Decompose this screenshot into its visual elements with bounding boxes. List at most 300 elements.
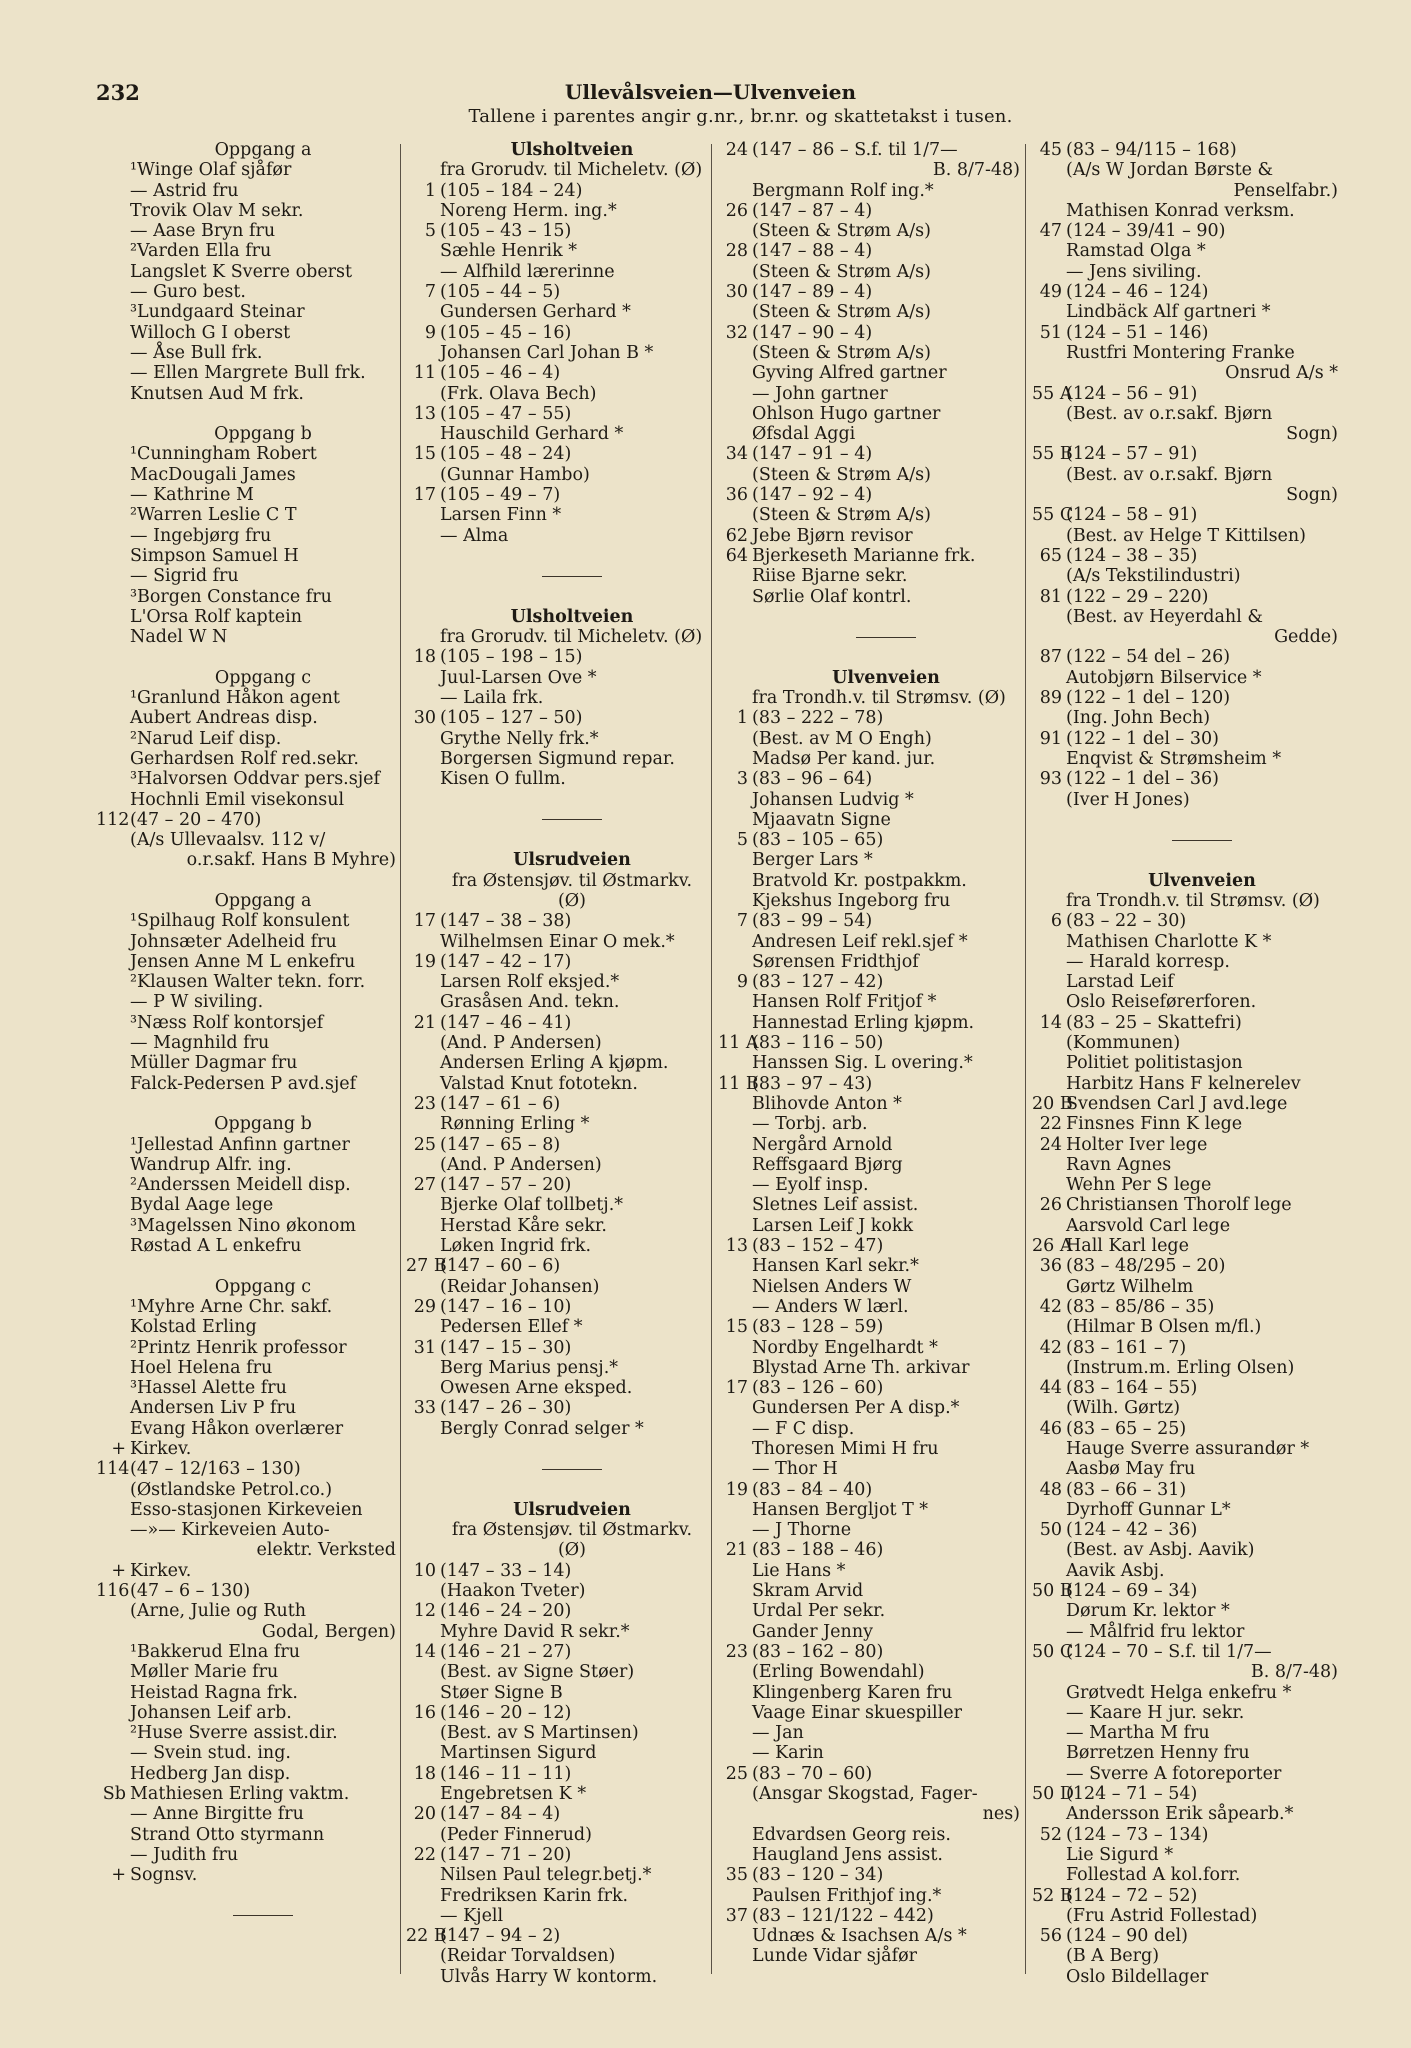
entry-text: — John gartner (752, 383, 888, 404)
directory-entry (96, 1419, 396, 1439)
house-number (718, 465, 752, 485)
directory-entry (96, 343, 396, 363)
entry-text: (105 – 46 – 4) (440, 363, 561, 384)
entry-text: Evang Håkon overlærer (130, 1418, 344, 1439)
entry-text: — Astrid fru (130, 180, 239, 201)
house-number (96, 424, 130, 444)
entry-continuation (96, 1540, 396, 1560)
house-number (1032, 932, 1066, 952)
house-number (718, 1946, 752, 1966)
house-number (96, 1520, 130, 1540)
house-number (96, 1622, 130, 1642)
entry-text: Pedersen Ellef * (440, 1317, 583, 1338)
directory-entry (1032, 1459, 1338, 1479)
house-number (406, 302, 440, 322)
house-number (406, 505, 440, 525)
directory-entry (1032, 1886, 1338, 1906)
house-number: 56 (1039, 1926, 1062, 1947)
directory-entry (1032, 1500, 1338, 1520)
entry-text: Grøtvedt Helga enkefru * (1066, 1682, 1292, 1703)
house-number (96, 282, 130, 302)
house-number (96, 1642, 130, 1662)
entry-text: — Åse Bull frk. (130, 342, 263, 363)
entry-subheading (96, 891, 396, 911)
column-divider (400, 144, 401, 1974)
entry-text: Johansen Ludvig * (752, 789, 914, 810)
house-number (1032, 891, 1066, 911)
directory-entry (718, 444, 1020, 464)
directory-entry (718, 485, 1020, 505)
directory-entry (406, 1378, 704, 1398)
house-number (406, 850, 440, 870)
house-number (1032, 1865, 1066, 1885)
house-number (96, 992, 130, 1012)
directory-entry (1032, 749, 1338, 769)
directory-entry (1032, 1175, 1338, 1195)
entry-text: (83 – 99 – 54) (752, 911, 873, 932)
entry-text: (Ø) (557, 1540, 586, 1561)
entry-text: (124 – 69 – 34) (1066, 1581, 1198, 1602)
directory-entry (718, 1500, 1020, 1520)
directory-entry (1032, 1378, 1338, 1398)
directory-entry (406, 424, 704, 444)
entry-text: Reffsgaard Bjørg (752, 1154, 903, 1175)
directory-entry (1032, 1135, 1338, 1155)
house-number: 5 (736, 830, 748, 851)
entry-text: (83 – 65 – 25) (1066, 1418, 1187, 1439)
house-number (718, 891, 752, 911)
directory-entry (1032, 404, 1338, 424)
directory-entry (406, 343, 704, 363)
directory-entry (718, 384, 1020, 404)
entry-text: Oppgang b (214, 424, 312, 445)
directory-entry (96, 627, 396, 647)
directory-entry (96, 221, 396, 241)
house-number: 26 (725, 200, 748, 221)
page-subtitle: Tallene i parentes angir g.nr., br.nr. og skattetakst i tusen. (468, 106, 1013, 127)
directory-entry (96, 546, 396, 566)
entry-text: — Kjell (440, 1905, 504, 1926)
directory-entry (406, 749, 704, 769)
entry-text: (147 – 65 – 8) (440, 1134, 561, 1155)
house-number (718, 1419, 752, 1439)
entry-text: (47 – 20 – 470) (130, 809, 262, 830)
house-number (1032, 1662, 1066, 1682)
entry-text: ¹Cunningham Robert (130, 444, 317, 465)
house-number (406, 627, 440, 647)
entry-text: Sogn) (1286, 485, 1338, 506)
house-number (718, 1439, 752, 1459)
entry-text: (83 – 152 – 47) (752, 1236, 884, 1257)
house-number (718, 1926, 752, 1946)
entry-text: Aubert Andreas disp. (130, 708, 318, 729)
directory-entry (406, 1926, 704, 1946)
house-number (96, 465, 130, 485)
entry-text: (Ing. John Bech) (1066, 708, 1211, 729)
entry-text: (147 – 61 – 6) (440, 1093, 561, 1114)
entry-text: (83 – 105 – 65) (752, 830, 884, 851)
house-number (96, 1480, 130, 1500)
directory-entry (406, 1398, 704, 1418)
entry-subheading (406, 891, 704, 911)
directory-entry (96, 1155, 396, 1175)
directory-entry (96, 1804, 396, 1824)
directory-entry (1032, 1277, 1338, 1297)
directory-entry (96, 262, 396, 282)
house-number: 1 (736, 708, 748, 729)
house-number: 23 (725, 1641, 748, 1662)
entry-text: Svendsen Carl J avd.lege (1066, 1093, 1288, 1114)
house-number (96, 140, 130, 160)
directory-entry (1032, 1419, 1338, 1439)
entry-text: (And. P Andersen) (440, 1154, 602, 1175)
house-number: + (111, 1560, 126, 1581)
directory-entry (96, 505, 396, 525)
entry-text: (83 – 85/86 – 35) (1066, 1296, 1215, 1317)
directory-entry (406, 526, 704, 546)
directory-entry (1032, 282, 1338, 302)
entry-text: Gundersen Per A disp.* (752, 1398, 960, 1419)
directory-entry (96, 1500, 396, 1520)
directory-entry (1032, 1683, 1338, 1703)
house-number (96, 343, 130, 363)
directory-entry (718, 424, 1020, 444)
entry-text: (Steen & Strøm A/s) (752, 302, 931, 323)
directory-entry (96, 1764, 396, 1784)
house-number (718, 404, 752, 424)
directory-entry (1032, 1074, 1338, 1094)
entry-text: Dyrhoff Gunnar L* (1066, 1499, 1231, 1520)
entry-text: Vaage Einar skuespiller (752, 1702, 962, 1723)
entry-text: (83 – 22 – 30) (1066, 911, 1187, 932)
house-number (96, 1845, 130, 1865)
directory-entry (718, 1297, 1020, 1317)
house-number (718, 1601, 752, 1621)
entry-text: (147 – 16 – 10) (440, 1296, 572, 1317)
entry-text: Gørtz Wilhelm (1066, 1276, 1194, 1297)
entry-text: (105 – 47 – 55) (440, 403, 572, 424)
entry-text: (147 – 90 – 4) (752, 322, 873, 343)
entry-text: (83 – 161 – 7) (1066, 1337, 1187, 1358)
directory-entry (1032, 1114, 1338, 1134)
directory-entry (406, 505, 704, 525)
entry-text: (83 – 188 – 46) (752, 1540, 884, 1561)
directory-entry (1032, 790, 1338, 810)
entry-continuation (96, 850, 396, 870)
house-number (1032, 1703, 1066, 1723)
entry-text: Bergmann Rolf ing.* (752, 180, 934, 201)
directory-entry (1032, 708, 1338, 728)
house-number: 48 (1039, 1479, 1062, 1500)
entry-text: (124 – 90 del) (1066, 1926, 1188, 1947)
spacer (406, 587, 704, 607)
entry-continuation (1032, 181, 1338, 201)
entry-text: Dørum Kr. lektor * (1066, 1601, 1230, 1622)
directory-entry (96, 181, 396, 201)
entry-text: (Gunnar Hambo) (440, 464, 590, 485)
entry-text: nes) (982, 1804, 1020, 1825)
house-number (96, 201, 130, 221)
house-number (96, 708, 130, 728)
entry-text: (105 – 127 – 50) (440, 708, 583, 729)
house-number (406, 992, 440, 1012)
entry-text: (Instrum.m. Erling Olsen) (1066, 1357, 1295, 1378)
entry-text: Aavik Asbj. (1066, 1560, 1165, 1581)
entry-continuation (1032, 627, 1338, 647)
house-number (1032, 1439, 1066, 1459)
directory-entry (406, 1135, 704, 1155)
directory-entry (406, 1804, 704, 1824)
house-number: 93 (1039, 769, 1062, 790)
house-number: 10 (413, 1560, 436, 1581)
entry-text: (Steen & Strøm A/s) (752, 464, 931, 485)
directory-entry (1032, 1926, 1338, 1946)
spacer (96, 871, 396, 891)
house-number (718, 302, 752, 322)
entry-text: Aasbø May fru (1066, 1459, 1196, 1480)
entry-text: fra Trondh.v. til Strømsv. (Ø) (1066, 890, 1320, 911)
house-number (96, 1114, 130, 1134)
house-number (1032, 627, 1066, 647)
directory-entry (406, 1155, 704, 1175)
directory-entry (718, 1520, 1020, 1540)
house-number (406, 1581, 440, 1601)
house-number (96, 830, 130, 850)
directory-entry (96, 444, 396, 464)
house-number (718, 1216, 752, 1236)
house-number (718, 729, 752, 749)
entry-text: (Reidar Torvaldsen) (440, 1946, 616, 1967)
entry-text: — Judith fru (130, 1844, 239, 1865)
entry-text: Kirkev. (130, 1560, 192, 1581)
house-number: 26 (1039, 1195, 1062, 1216)
entry-text: Ulsrudveien (513, 1499, 631, 1520)
entry-text: (Erling Bowendahl) (752, 1662, 925, 1683)
house-number (406, 1074, 440, 1094)
entry-text: —»— Kirkeveien Auto- (130, 1520, 330, 1541)
directory-entry (718, 1662, 1020, 1682)
house-number (406, 932, 440, 952)
house-number: 15 (725, 1317, 748, 1338)
house-number (718, 505, 752, 525)
house-number: 14 (413, 1641, 436, 1662)
directory-entry (718, 587, 1020, 607)
house-number (406, 1053, 440, 1073)
house-number (1032, 1053, 1066, 1073)
entry-text: Hannestad Erling kjøpm. (752, 1012, 975, 1033)
house-number (1032, 404, 1066, 424)
directory-entry (406, 181, 704, 201)
entry-text: Johansen Carl Johan B * (440, 342, 654, 363)
house-number (718, 566, 752, 586)
house-number: 21 (725, 1540, 748, 1561)
directory-entry (406, 627, 704, 647)
entry-text: Kjekshus Ingeborg fru (752, 890, 951, 911)
directory-entry (1032, 932, 1338, 952)
entry-text: Berger Lars * (752, 850, 873, 871)
house-number: 62 (725, 525, 748, 546)
house-number (1032, 181, 1066, 201)
house-number (406, 972, 440, 992)
house-number (718, 1277, 752, 1297)
page-number: 232 (96, 80, 140, 105)
directory-entry (718, 1338, 1020, 1358)
house-number (1032, 992, 1066, 1012)
directory-entry (406, 1906, 704, 1926)
directory-entry (1032, 587, 1338, 607)
directory-entry (406, 769, 704, 789)
entry-text: Valstad Knut fototekn. (440, 1073, 638, 1094)
house-number: 17 (413, 911, 436, 932)
entry-text: (147 – 71 – 20) (440, 1844, 572, 1865)
house-number (718, 688, 752, 708)
directory-entry (96, 1338, 396, 1358)
entry-text: Larstad Leif (1066, 972, 1174, 993)
house-number (1032, 668, 1066, 688)
house-number: 24 (1039, 1134, 1062, 1155)
entry-text: Riise Bjarne sekr. (752, 566, 908, 587)
house-number: 19 (413, 951, 436, 972)
entry-text: Røstad A L enkefru (130, 1236, 302, 1257)
directory-entry (1032, 1561, 1338, 1581)
directory-entry (1032, 1520, 1338, 1540)
house-number: 116 (96, 1581, 130, 1602)
house-number: 22 (413, 1844, 436, 1865)
directory-entry (718, 1642, 1020, 1662)
entry-text: ²Narud Leif disp. (130, 728, 282, 749)
house-number (96, 749, 130, 769)
house-number (1032, 1561, 1066, 1581)
house-number (96, 790, 130, 810)
entry-text: (And. P Andersen) (440, 1033, 602, 1054)
entry-text: Skram Arvid (752, 1581, 864, 1602)
entry-text: Gundersen Gerhard * (440, 302, 631, 323)
house-number (406, 871, 440, 891)
house-number (1032, 1540, 1066, 1560)
entry-text: Ohlson Hugo gartner (752, 403, 941, 424)
entry-text: ²Huse Sverre assist.dir. (130, 1723, 338, 1744)
directory-entry (96, 526, 396, 546)
entry-text: (147 – 57 – 20) (440, 1175, 572, 1196)
entry-text: Nordby Engelhardt * (752, 1337, 938, 1358)
directory-entry (718, 404, 1020, 424)
directory-entry (1032, 952, 1338, 972)
house-number (1032, 1804, 1066, 1824)
house-number (96, 241, 130, 261)
entry-continuation (718, 1804, 1020, 1824)
directory-entry (96, 1135, 396, 1155)
entry-text: Hall Karl lege (1066, 1236, 1189, 1257)
entry-text: Løken Ingrid frk. (440, 1236, 592, 1257)
house-number (718, 1662, 752, 1682)
house-number: 35 (725, 1865, 748, 1886)
entry-continuation (718, 160, 1020, 180)
entry-text: (Ansgar Skogstad, Fager- (752, 1784, 978, 1805)
directory-entry (1032, 1865, 1338, 1885)
directory-entry (96, 1723, 396, 1743)
directory-entry (406, 444, 704, 464)
entry-text: Gerhardsen Rolf red.sekr. (130, 748, 359, 769)
house-number (718, 384, 752, 404)
house-number (406, 769, 440, 789)
directory-entry (718, 181, 1020, 201)
directory-entry (96, 1662, 396, 1682)
directory-entry (718, 891, 1020, 911)
entry-text: (124 – 42 – 36) (1066, 1520, 1198, 1541)
entry-text: (124 – 70 – S.f. til 1/7— (1066, 1641, 1272, 1662)
entry-text: ¹Jellestad Anfinn gartner (130, 1134, 350, 1155)
entry-text: (147 – 60 – 6) (440, 1256, 561, 1277)
house-number (406, 688, 440, 708)
directory-entry (96, 1175, 396, 1195)
directory-entry (96, 708, 396, 728)
house-number (718, 790, 752, 810)
house-number (1032, 1906, 1066, 1926)
spacer (96, 1256, 396, 1276)
entry-text: (83 – 48/295 – 20) (1066, 1256, 1226, 1277)
house-number (1032, 1358, 1066, 1378)
directory-entry (718, 1906, 1020, 1926)
house-number (718, 1195, 752, 1215)
directory-entry (718, 810, 1020, 830)
house-number (96, 1500, 130, 1520)
entry-text: Edvardsen Georg reis. (752, 1824, 951, 1845)
house-number (406, 1378, 440, 1398)
house-number (718, 1743, 752, 1763)
column-divider (711, 144, 712, 1974)
entry-text: Lunde Vidar sjåfør (752, 1946, 917, 1967)
directory-entry (406, 384, 704, 404)
house-number (96, 1033, 130, 1053)
house-number (718, 1500, 752, 1520)
directory-entry (1032, 1358, 1338, 1378)
directory-entry (1032, 1784, 1338, 1804)
house-number: 29 (413, 1296, 436, 1317)
house-number (96, 546, 130, 566)
directory-entry (718, 1074, 1020, 1094)
entry-text: (83 – 162 – 80) (752, 1641, 884, 1662)
directory-entry (718, 1094, 1020, 1114)
entry-text: Hauge Sverre assurandør * (1066, 1439, 1310, 1459)
entry-text: Willoch G I oberst (130, 322, 291, 343)
house-number (96, 607, 130, 627)
directory-entry (96, 485, 396, 505)
section-divider-rule (406, 810, 704, 830)
entry-text: Grythe Nelly frk.* (440, 728, 599, 749)
directory-entry (1032, 1825, 1338, 1845)
entry-text: Sletnes Leif assist. (752, 1195, 919, 1216)
spacer (406, 1480, 704, 1500)
entry-text: ²Varden Ella fru (130, 241, 272, 262)
house-number (718, 850, 752, 870)
house-number: 14 (1039, 1012, 1062, 1033)
house-number (96, 485, 130, 505)
house-number (96, 850, 130, 870)
entry-text: Lie Sigurd * (1066, 1844, 1174, 1865)
house-number (1032, 1398, 1066, 1418)
house-number: 27 (413, 1175, 436, 1196)
house-number (406, 343, 440, 363)
directory-entry (718, 1398, 1020, 1418)
directory-entry (718, 911, 1020, 931)
entry-text: Blystad Arne Th. arkivar (752, 1357, 970, 1378)
directory-entry (406, 323, 704, 343)
house-number: 3 (736, 769, 748, 790)
directory-entry (718, 1540, 1020, 1560)
directory-entry (718, 1825, 1020, 1845)
entry-text: (Iver H Jones) (1066, 789, 1190, 810)
house-number (96, 181, 130, 201)
